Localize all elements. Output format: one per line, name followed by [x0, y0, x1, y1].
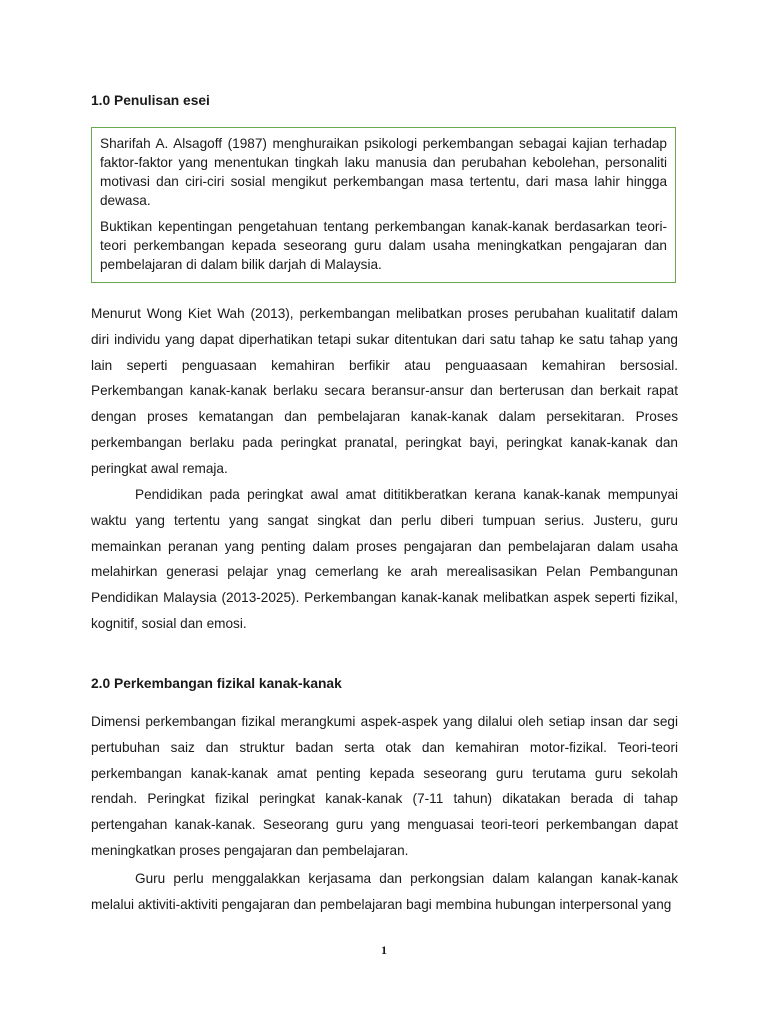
- body-paragraph: Guru perlu menggalakkan kerjasama dan perkongsian dalam kalangan kanak-kanak melalui aktiviti-aktiviti pengajaran dan pembelajaran bagi membina hubungan interpersonal yang: [91, 871, 678, 912]
- page-number: 1: [381, 943, 387, 957]
- section-2-heading: 2.0 Perkembangan fizikal kanak-kanak: [91, 676, 342, 691]
- question-paragraph-2: Buktikan kepentingan pengetahuan tentang perkembangan kanak-kanak berdasarkan teori-teori perkembangan kepada seseorang guru dalam usaha meningkatkan pengajaran dan pembelajaran di dalam bilik darjah di Malaysia.: [100, 219, 667, 272]
- body-paragraph: Dimensi perkembangan fizikal merangkumi aspek-aspek yang dilalui oleh setiap insan dar segi pertubuhan saiz dan struktur badan serta otak dan kemahiran motor-fizikal. Teori-teori perkembangan kanak-kanak amat penting kepada seseorang guru terutama guru sekolah rendah. Peringkat fizikal peringkat kanak-kanak (7-11 tahun) dikatakan berada di tahap pertengahan kanak-kanak. Seseorang guru yang menguasai teori-teori perkembangan dapat meningkatkan proses pengajaran dan pembelajaran.: [91, 714, 678, 858]
- section-1-heading: 1.0 Penulisan esei: [91, 93, 210, 108]
- question-paragraph-1: Sharifah A. Alsagoff (1987) menghuraikan psikologi perkembangan sebagai kajian terhadap faktor-faktor yang menentukan tingkah laku manusia dan perubahan kebolehan, personaliti motivasi dan ciri-ciri sosial mengikut perkembangan masa tertentu, dari masa lahir hingga dewasa.: [100, 136, 667, 208]
- body-paragraph: Menurut Wong Kiet Wah (2013), perkembangan melibatkan proses perubahan kualitatif dalam diri individu yang dapat diperhatikan tetapi sukar ditentukan dari satu tahap ke satu tahap yang lain seperti penguasaan kemahiran berfikir atau penguaasaan kemahiran bersosial. Perkembangan kanak-kanak berlaku secara beransur-ansur dan berterusan dan berkait rapat dengan proses kematangan dan pembelajaran kanak-kanak dalam persekitaran. Proses perkembangan berlaku pada peringkat pranatal, peringkat bayi, peringkat kanak-kanak dan peringkat awal remaja.: [91, 306, 678, 476]
- body-paragraph: Pendidikan pada peringkat awal amat dititikberatkan kerana kanak-kanak mempunyai waktu yang tertentu yang sangat singkat dan perlu diberi tumpuan serius. Justeru, guru memainkan peranan yang penting dalam proses pengajaran dan pembelajaran dalam usaha melahirkan generasi pelajar ynag cemerlang ke arah merealisasikan Pelan Pembangunan Pendidikan Malaysia (2013-2025). Perkembangan kanak-kanak melibatkan aspek seperti fizikal, kognitif, sosial dan emosi.: [91, 487, 678, 631]
- essay-question-box: [91, 127, 676, 283]
